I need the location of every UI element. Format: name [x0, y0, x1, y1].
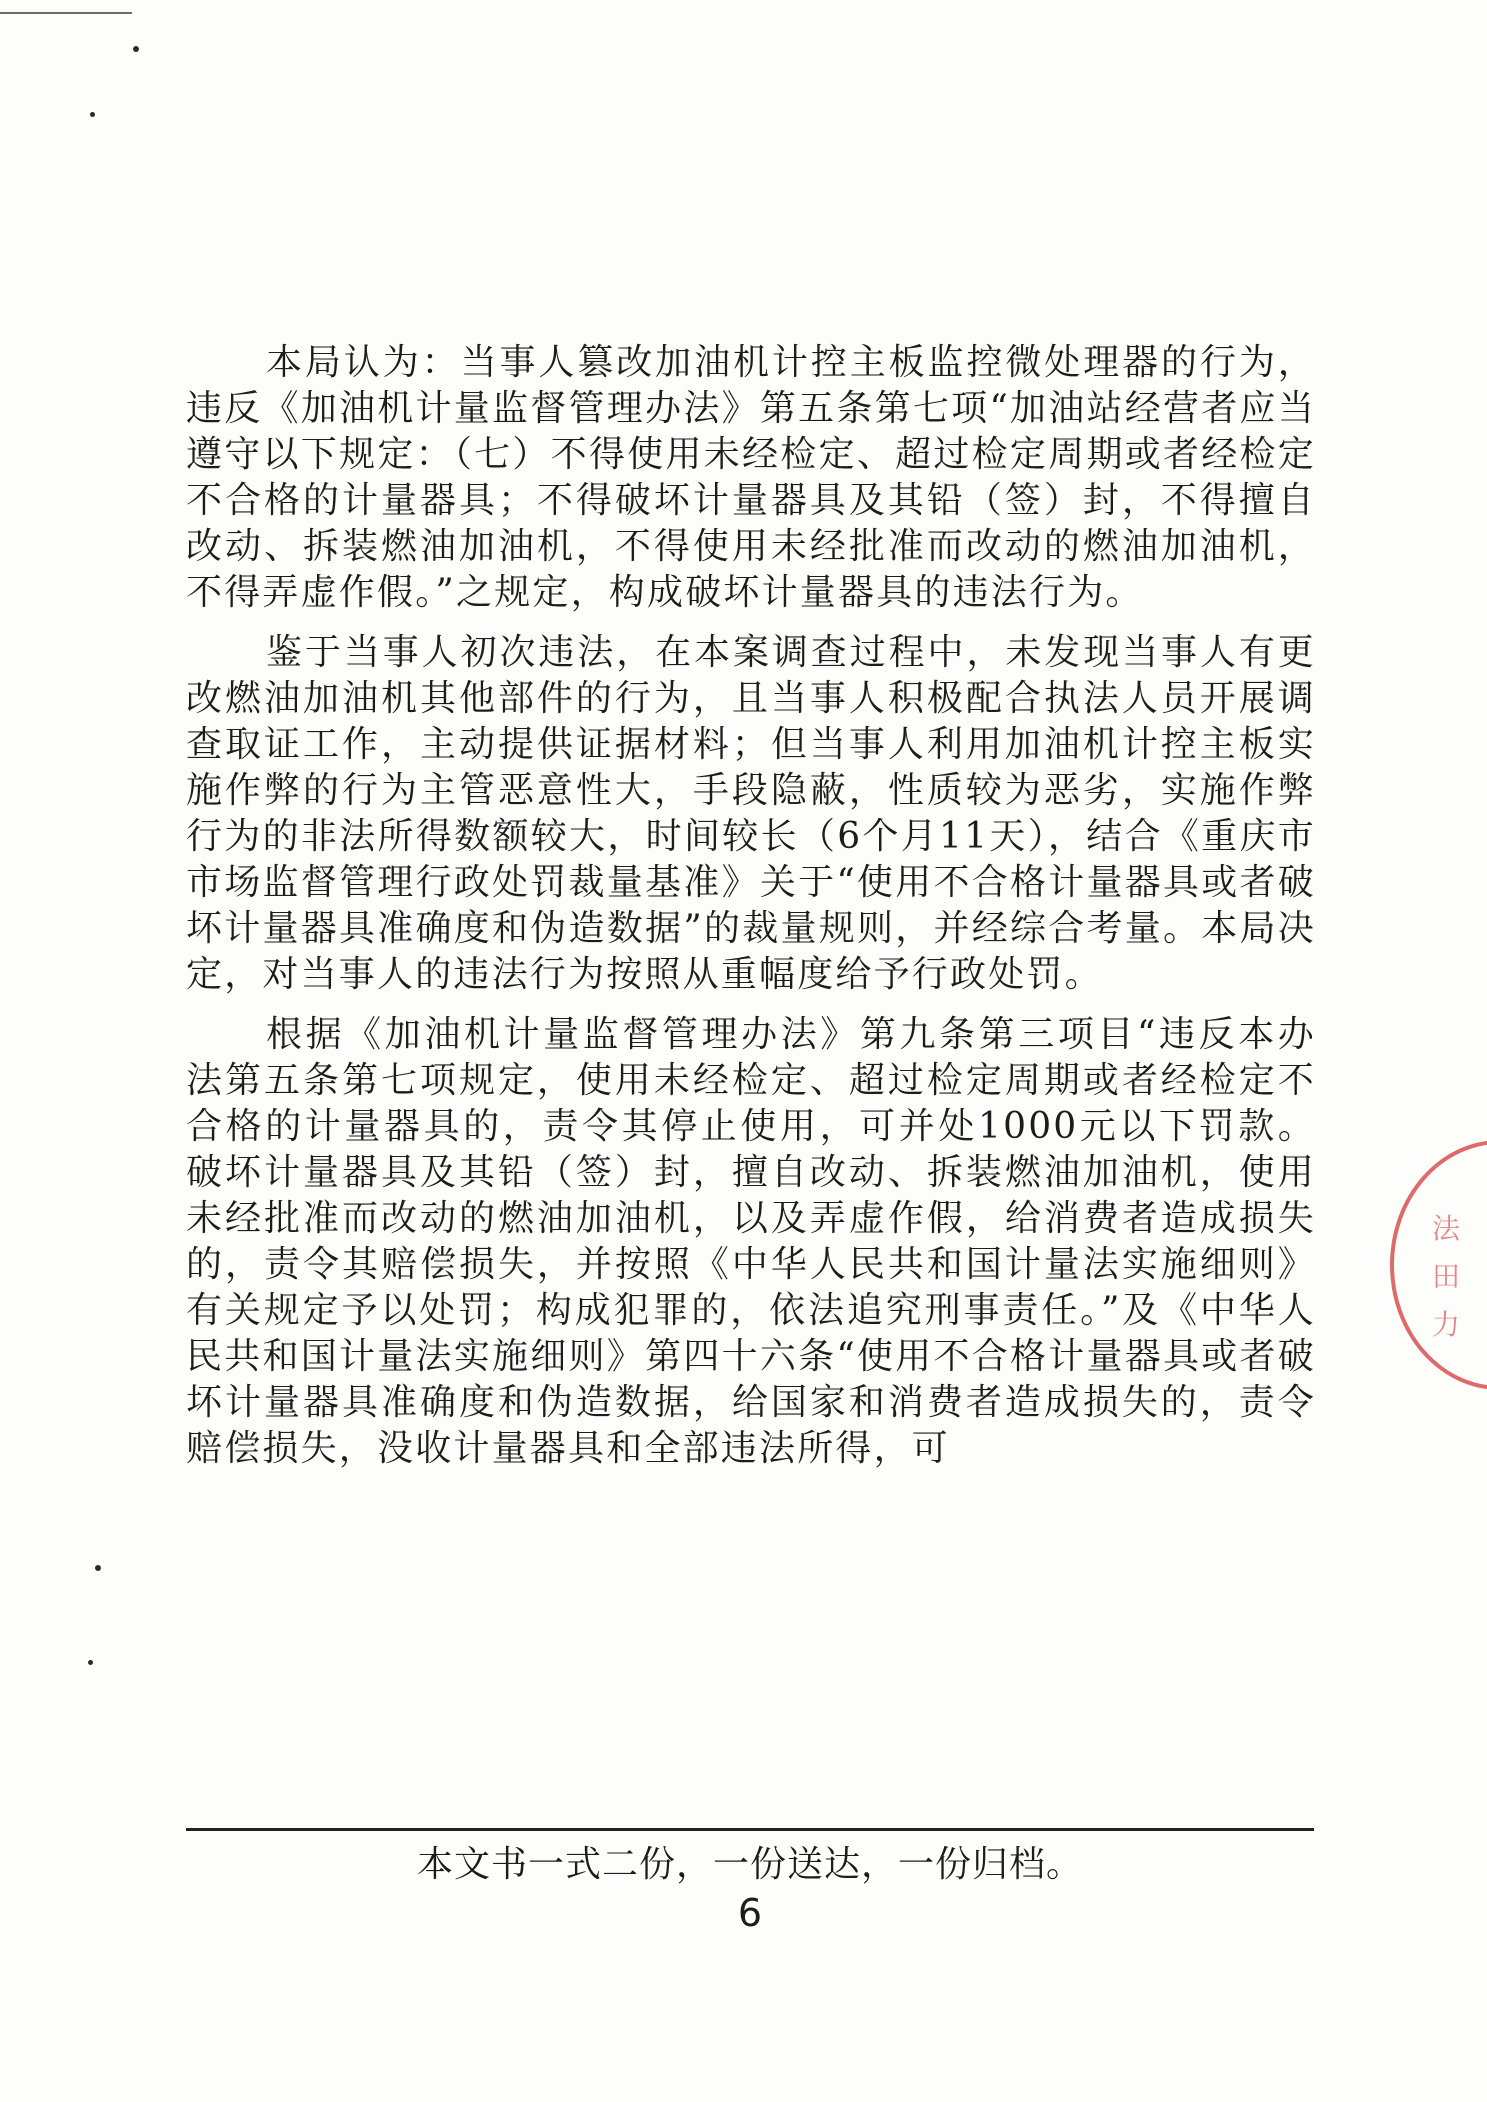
scan-speck — [95, 1565, 101, 1571]
seal-text: 法 田 力 — [1432, 1212, 1461, 1341]
page-number: 6 — [737, 1891, 763, 1935]
document-body — [186, 340, 1316, 1486]
scan-artifact-line — [0, 12, 132, 14]
footer-divider — [186, 1828, 1314, 1831]
footer-note: 本文书一式二份，一份送达，一份归档。 — [416, 1844, 1083, 1885]
scan-speck — [133, 46, 139, 52]
paragraph-legal-basis: 根据《加油机计量监督管理办法》第九条第三项目“违反本办法第五条第七项规定，使用未经检定、超过检定周期或者经检定不合格的计量器具的，责令其停止使用，可并处1000元以下罚款。破坏计量器具及其铅（签）封，擅自改动、拆装燃油加油机，使用未经批准而改动的燃油加油机，以及弄虚作假，给消费者造成损失的，责令其赔偿损失，并按照《中华人民共和国计量法实施细则》有关规定予以处罚；构成犯罪的，依法追究刑事责任。”及《中华人民共和国计量法实施细则》第四十六条“使用不合格计量器具或者破坏计量器具准确度和伪造数据，给国家和消费者造成损失的，责令赔偿损失，没收计量器具和全部违法所得，可 — [186, 1014, 1316, 1469]
scan-speck — [88, 1660, 93, 1665]
paragraph-discretion: 鉴于当事人初次违法，在本案调查过程中，未发现当事人有更改燃油加油机其他部件的行为，且当事人积极配合执法人员开展调查取证工作，主动提供证据材料；但当事人利用加油机计控主板实施作弊的行为主管恶意性大，手段隐蔽，性质较为恶劣，实施作弊行为的非法所得数额较大，时间较长（6个月11天），结合《重庆市市场监督管理行政处罚裁量基准》关于“使用不合格计量器具或者破坏计量器具准确度和伪造数据”的裁量规则，并经综合考量。本局决定，对当事人的违法行为按照从重幅度给予行政处罚。 — [186, 632, 1316, 995]
scan-speck — [90, 112, 95, 117]
paragraph-finding: 本局认为：当事人篡改加油机计控主板监控微处理器的行为，违反《加油机计量监督管理办法》第五条第七项“加油站经营者应当遵守以下规定：（七）不得使用未经检定、超过检定周期或者经检定不合格的计量器具；不得破坏计量器具及其铅（签）封，不得擅自改动、拆装燃油加油机，不得使用未经批准而改动的燃油加油机，不得弄虚作假。”之规定，构成破坏计量器具的违法行为。 — [186, 342, 1316, 613]
